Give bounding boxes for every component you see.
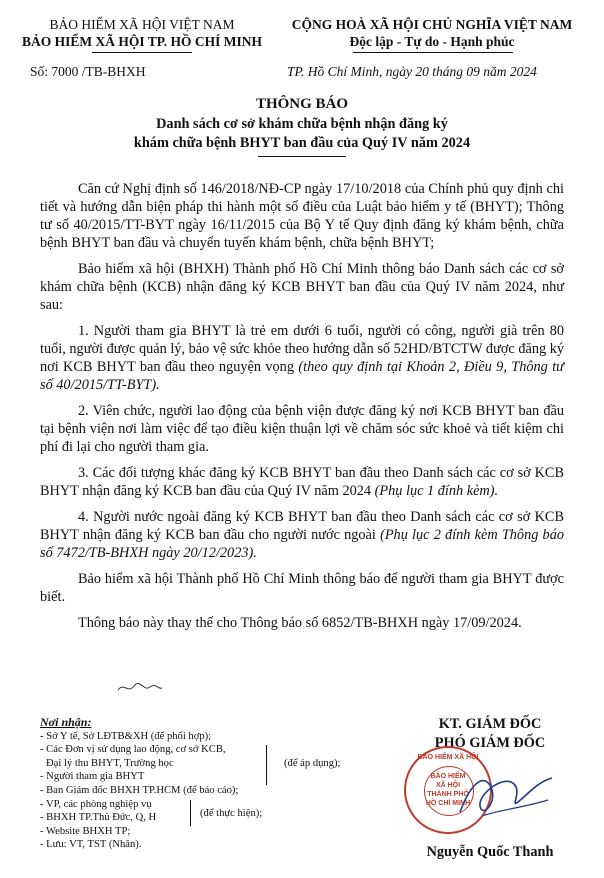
- initials-mark: [116, 680, 164, 696]
- seal-center-line-2: XÃ HỘI: [435, 782, 461, 789]
- paragraph-item-3: [40, 464, 564, 500]
- paragraph-item-2: 2. Viên chức, người lao động của bệnh viện được đăng ký nơi KCB BHYT ban đầu tại bệnh viện nơi làm việc để tạo điều kiện thuận lợi về chăm sóc sức khoẻ và tiết kiệm chi phí đi lại cho người tham gia.: [40, 403, 564, 455]
- apply-note: (để áp dụng);: [284, 758, 341, 769]
- document-number: Số: 7000 /TB-BHXH: [30, 64, 146, 79]
- recipient-item: - Website BHXH TP;: [40, 825, 131, 837]
- seal-ring-text: BẢO HIỂM XÃ HỘI: [417, 754, 479, 761]
- item-4-text: 4. Người nước ngoài đăng ký KCB BHYT ban đầu theo Danh sách các cơ sở KCB BHYT nhận đăng ký KCB ban đầu cho người nước ngoài: [40, 509, 564, 543]
- recipient-item: - BHXH TP.Thủ Đức, Q, H: [40, 812, 157, 824]
- signature-title-2: PHÓ GIÁM ĐỐC: [434, 735, 546, 751]
- agency-parent: BẢO HIỂM XÃ HỘI VIỆT NAM: [49, 17, 235, 32]
- title-underline: [258, 156, 346, 157]
- nation-header: [272, 16, 592, 50]
- seal-center-line-3: THÀNH PHỐ: [427, 791, 469, 798]
- execute-note: (để thực hiện);: [200, 808, 263, 819]
- paragraph-replacement: Thông báo này thay thế cho Thông báo số 6852/TB-BHXH ngày 17/09/2024.: [78, 615, 522, 631]
- recipient-item: - Sở Y tế, Sở LĐTB&XH (để phối hợp);: [40, 730, 212, 742]
- recipients-heading: Nơi nhận:: [40, 715, 92, 729]
- recipient-item: - Người tham gia BHYT: [40, 771, 145, 783]
- signature-title-1: KT. GIÁM ĐỐC: [438, 716, 542, 732]
- seal-center-line-1: BẢO HIỂM: [430, 773, 466, 780]
- document-type: THÔNG BÁO: [255, 96, 349, 112]
- recipient-item: - VP, các phòng nghiệp vụ: [40, 798, 152, 810]
- item-1-reference: (theo quy định tại Khoản 2, Điều 9, Thông tư số 40/2015/TT-BYT).: [40, 359, 564, 393]
- handwritten-signature: [452, 760, 562, 830]
- item-3-text: 3. Các đối tượng khác đăng ký KCB BHYT ban đầu theo Danh sách các cơ sở KCB BHYT nhận đăng ký KCB ban đầu của Quý IV năm 2024: [40, 465, 564, 499]
- paragraph-item-1: [40, 322, 564, 394]
- paragraph-item-4: [40, 508, 564, 562]
- recipient-item: Đại lý thu BHYT, Trường học: [46, 757, 174, 769]
- item-1-text: 1. Người tham gia BHYT là trẻ em dưới 6 tuổi, người có công, người già trên 80 tuổi, người được quản lý, bảo vệ sức khỏe theo hướng dẫn số 52HD/BTCTW được đăng ký nơi KCB BHYT ban đầu theo nguyện vọng: [40, 323, 564, 375]
- nation-title: CỘNG HOÀ XÃ HỘI CHỦ NGHĨA VIỆT NAM: [291, 17, 573, 32]
- signer-name: Nguyễn Quốc Thanh: [426, 844, 554, 860]
- paragraph-notice: Bảo hiểm xã hội Thành phố Hồ Chí Minh thông báo để người tham gia BHYT được biết.: [40, 571, 564, 605]
- place-date: TP. Hồ Chí Minh, ngày 20 tháng 09 năm 2024: [287, 64, 537, 79]
- motto-underline: [353, 52, 513, 53]
- agency-underline: [92, 52, 192, 53]
- document-subtitle-1: Danh sách cơ sở khám chữa bệnh nhận đăng ký: [156, 116, 448, 132]
- paragraph-announcement: Bảo hiểm xã hội (BHXH) Thành phố Hồ Chí Minh thông báo Danh sách các cơ sở khám chữa bệnh (KCB) nhận đăng ký KCB BHYT ban đầu của Quý IV năm 2024, như sau:: [40, 261, 564, 313]
- paragraph-legal-basis: Căn cứ Nghị định số 146/2018/NĐ-CP ngày 17/10/2018 của Chính phủ quy định chi tiết và hướng dẫn biện pháp thi hành một số điều của Luật bảo hiểm y tế (BHYT); Thông tư số 40/2015/TT-BYT ngày 16/11/2015 của Bộ Y tế Quy định đăng ký khám bệnh, chữa bệnh BHYT ban đầu và chuyển tuyến khám bệnh, chữa bệnh BHYT;: [40, 181, 564, 251]
- recipient-item: - Các Đơn vị sử dụng lao động, cơ sở KCB,: [40, 744, 226, 756]
- nation-motto: Độc lập - Tự do - Hạnh phúc: [349, 34, 515, 49]
- document-subtitle-2: khám chữa bệnh BHYT ban đầu của Quý IV năm 2024: [133, 135, 471, 151]
- agency-name: BẢO HIỂM XÃ HỘI TP. HỒ CHÍ MINH: [21, 34, 263, 49]
- execute-bracket: [190, 800, 191, 826]
- recipients-list: [40, 716, 280, 852]
- agency-header: [12, 16, 272, 50]
- recipient-item: - Ban Giám đốc BHXH TP.HCM (để báo cáo);: [40, 784, 239, 796]
- item-3-reference: (Phụ lục 1 đính kèm).: [374, 483, 499, 499]
- seal-center-line-4: HỒ CHÍ MINH: [425, 800, 471, 807]
- apply-bracket: [266, 745, 267, 785]
- item-4-reference: (Phụ lục 2 đính kèm Thông báo số 7472/TB-BHXH ngày 20/12/2023).: [40, 527, 565, 561]
- document-body: [40, 180, 564, 640]
- recipient-item: - Lưu: VT, TST (Nhân).: [40, 839, 142, 851]
